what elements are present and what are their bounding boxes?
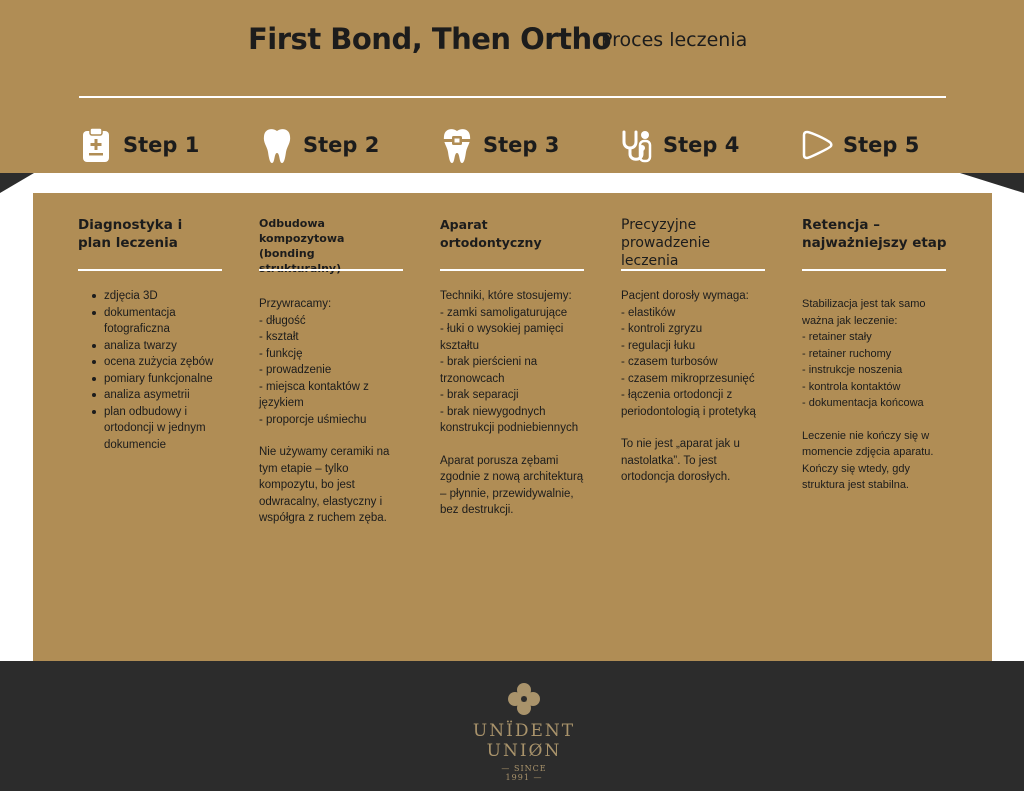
column-5-heading: Retencja – najważniejszy etap	[802, 217, 947, 251]
brand-since: — SINCE 1991 —	[501, 764, 547, 782]
text-line: Przywracamy:	[259, 298, 332, 310]
text-line: - retainer ruchomy	[802, 347, 892, 360]
step-4-label: Step 4	[663, 133, 740, 157]
braces-tooth-icon	[440, 126, 474, 164]
step-5-label: Step 5	[843, 133, 920, 157]
column-2-body	[259, 296, 399, 527]
header-divider	[79, 96, 946, 98]
text-line: - czasem mikroprzesunięć	[621, 372, 755, 385]
clipboard-icon	[80, 126, 114, 164]
text-line: - instrukcje noszenia	[802, 364, 903, 376]
list-item: analiza twarzy	[92, 338, 223, 355]
list-item: analiza asymetrii	[92, 387, 223, 404]
list-item: plan odbudowy i ortodoncji w jednym dokumencie	[92, 404, 223, 454]
text-line: - czasem turbosów	[621, 356, 718, 368]
column-1-heading: Diagnostyka i plan leczenia	[78, 217, 183, 251]
paragraph: Leczenie nie kończy się w momencie zdjęcia aparatu. Kończy się wtedy, gdy struktura jest stabilna.	[802, 429, 934, 491]
text-line: - łączenia ortodoncji z periodontologią i protetyką	[621, 389, 756, 418]
step-1-label: Step 1	[123, 133, 200, 157]
tooth-icon	[260, 126, 294, 164]
list-item: pomiary funkcjonalne	[92, 371, 223, 388]
step-2-label: Step 2	[303, 133, 380, 157]
column-1-body	[78, 288, 223, 453]
paragraph: Nie używamy ceramiki na tym etapie – tylko kompozytu, bo jest odwracalny, elastyczny i współgra z ruchem zęba.	[259, 446, 390, 524]
column-5-body	[802, 296, 948, 494]
text-line: - długość	[259, 314, 306, 327]
column-5-divider	[802, 269, 946, 271]
column-1-list	[78, 288, 223, 453]
column-3-divider	[440, 269, 584, 271]
clover-logo-icon	[506, 681, 542, 717]
list-item: zdjęcia 3D	[92, 288, 223, 305]
text-line: - łuki o wysokiej pamięci kształtu	[440, 323, 564, 352]
text-line: - kształt	[259, 331, 299, 343]
play-icon	[800, 126, 834, 164]
text-line: - funkcję	[259, 347, 303, 360]
step-5	[800, 126, 919, 164]
step-1	[80, 126, 199, 164]
step-4	[620, 126, 739, 164]
step-2	[260, 126, 379, 164]
text-line: - retainer stały	[802, 331, 872, 343]
corner-accent-right	[960, 173, 1024, 193]
list-item: ocena zużycia zębów	[92, 354, 223, 371]
since-text: SINCE 1991	[505, 764, 547, 782]
column-2-divider	[259, 269, 403, 271]
column-1-divider	[78, 269, 222, 271]
text-line: - zamki samoligaturujące	[440, 306, 568, 319]
list-item: dokumentacja fotograficzna	[92, 305, 223, 338]
text-line: - elastików	[621, 306, 676, 319]
stethoscope-icon	[620, 126, 654, 164]
column-4-divider	[621, 269, 765, 271]
text-line: - dokumentacja końcowa	[802, 397, 924, 409]
text-line: - kontrola kontaktów	[802, 380, 901, 393]
text-line: - brak pierścieni na trzonowcach	[440, 356, 538, 385]
page-title: First Bond, Then Ortho	[248, 22, 612, 56]
text-line: - kontroli zgryzu	[621, 323, 703, 335]
corner-accent-left	[0, 173, 34, 193]
paragraph: Aparat porusza zębami zgodnie z nową architekturą – płynnie, przewidywalnie, bez destrukcji.	[440, 454, 584, 516]
text-line: Pacjent dorosły wymaga:	[621, 290, 749, 302]
text-line: - regulacji łuku	[621, 339, 696, 352]
brand-name-line-1: UNÏDENT	[472, 721, 576, 741]
step-3-label: Step 3	[483, 133, 560, 157]
column-4-body	[621, 288, 767, 486]
text-line: Techniki, które stosujemy:	[440, 290, 572, 302]
column-3-heading: Aparat ortodontyczny	[440, 217, 542, 250]
step-3	[440, 126, 559, 164]
brand-name-line-2: UNIØN	[486, 741, 562, 761]
text-line: Stabilizacja jest tak samo ważna jak leczenie:	[802, 298, 926, 327]
text-line: - proporcje uśmiechu	[259, 413, 367, 426]
text-line: - brak separacji	[440, 389, 519, 401]
text-line: - miejsca kontaktów z językiem	[259, 380, 369, 409]
page-subtitle: Proces leczenia	[601, 29, 748, 51]
paragraph: To nie jest „aparat jak u nastolatka”. To jest ortodoncja dorosłych.	[621, 438, 740, 483]
column-2-heading: Odbudowa kompozytowa (bonding	[259, 217, 345, 260]
column-4-heading: Precyzyjne prowadzenie leczenia	[621, 217, 711, 269]
text-line: - brak niewygodnych konstrukcji podniebiennych	[440, 405, 579, 434]
text-line: - prowadzenie	[259, 364, 332, 376]
column-3-body	[440, 288, 586, 519]
